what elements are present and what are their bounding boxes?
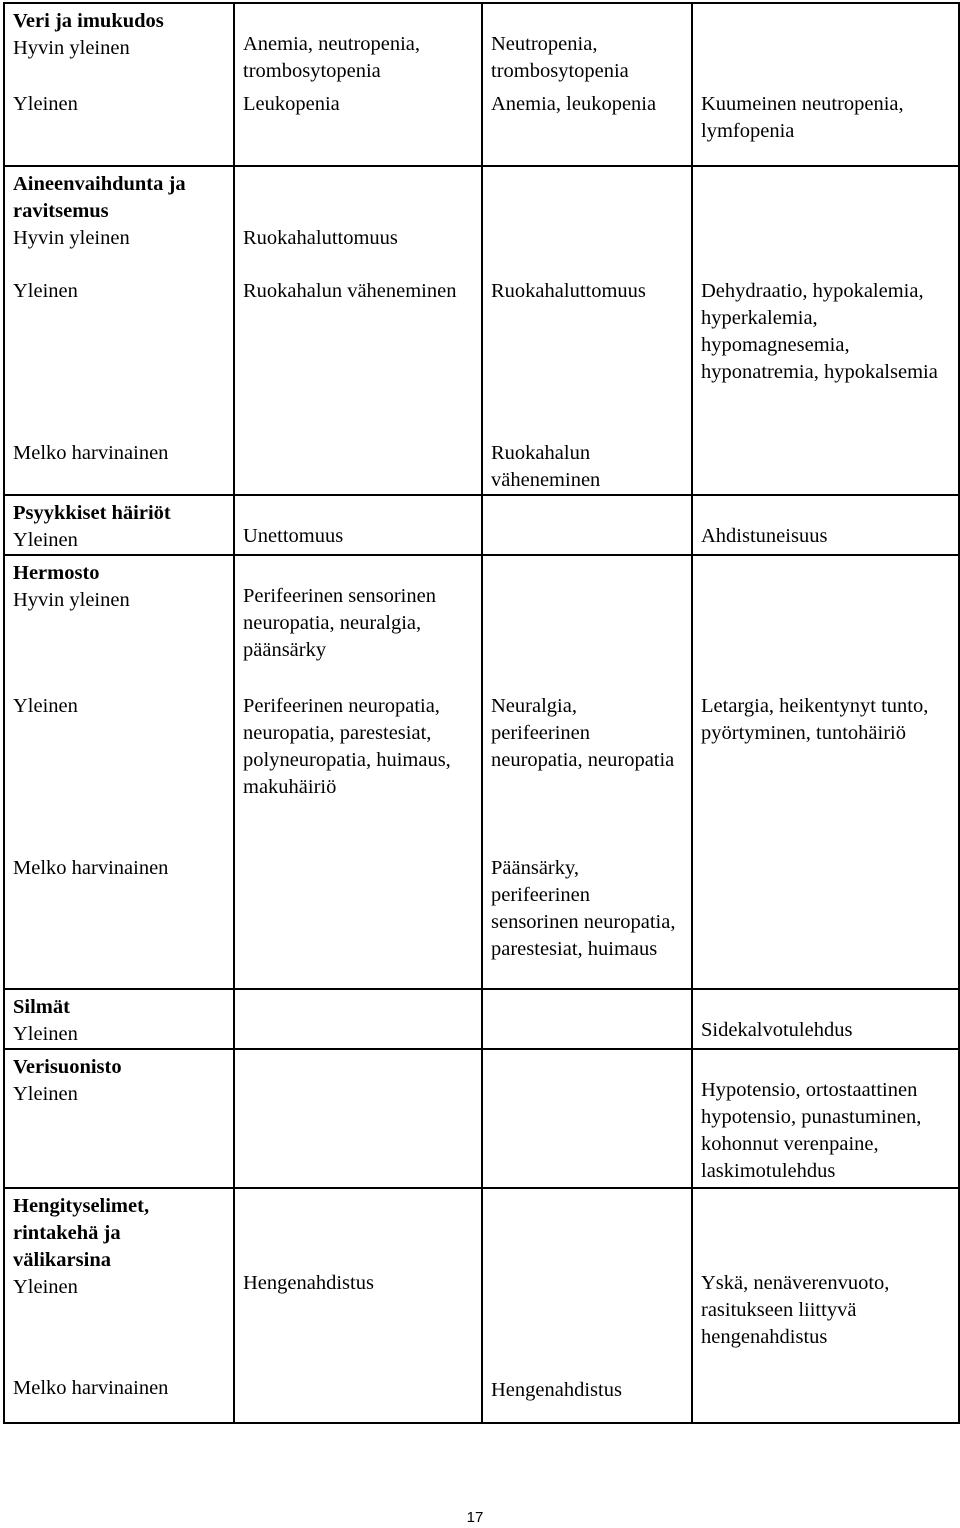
reaction-cell: Yskä, nenäverenvuoto, rasitukseen liittyvä hengenahdistus — [692, 1188, 959, 1371]
organ-cell — [4, 1188, 234, 1371]
reaction-cell: Ruokahaluttomuus — [234, 166, 482, 274]
frequency-label: Hyvin yleinen — [13, 227, 130, 249]
organ-cell — [4, 166, 234, 274]
frequency-label: Melko harvinainen — [4, 1371, 234, 1423]
table-row — [4, 851, 959, 989]
reaction-cell — [482, 555, 692, 689]
table-row — [4, 87, 959, 166]
reaction-cell: Neutropenia, trombosytopenia — [482, 3, 692, 87]
organ-class-heading: Psyykkiset häiriöt — [13, 502, 171, 524]
organ-class-heading: Aineenvaihdunta ja ravitsemus — [13, 173, 186, 222]
reaction-cell — [234, 1049, 482, 1188]
frequency-label: Yleinen — [4, 689, 234, 851]
organ-class-heading: Verisuonisto — [13, 1056, 122, 1078]
frequency-label: Melko harvinainen — [4, 851, 234, 989]
reaction-cell: Sidekalvotulehdus — [692, 989, 959, 1049]
page-number: 17 — [466, 1509, 484, 1526]
organ-cell — [4, 495, 234, 555]
reaction-cell: Kuumeinen neutropenia, lymfopenia — [692, 87, 959, 166]
table-row — [4, 166, 959, 274]
table-row — [4, 1188, 959, 1371]
table-row — [4, 274, 959, 436]
reaction-cell: Hypotensio, ortostaattinen hypotensio, punastuminen, kohonnut verenpaine, laskimotulehdus — [692, 1049, 959, 1188]
table-row — [4, 1371, 959, 1423]
organ-cell — [4, 989, 234, 1049]
frequency-label: Hyvin yleinen — [13, 589, 130, 611]
frequency-label: Yleinen — [13, 1023, 78, 1045]
reaction-cell — [234, 1371, 482, 1423]
reaction-cell — [482, 1188, 692, 1371]
reaction-cell: Letargia, heikentynyt tunto, pyörtyminen, tuntohäiriö — [692, 689, 959, 851]
table-row — [4, 3, 959, 87]
reaction-cell — [692, 3, 959, 87]
table-row — [4, 989, 959, 1049]
organ-class-heading: Veri ja imukudos — [13, 10, 164, 32]
reaction-cell: Unettomuus — [234, 495, 482, 555]
organ-class-heading: Hengityselimet, rintakehä ja välikarsina — [13, 1195, 150, 1271]
reaction-cell — [234, 851, 482, 989]
frequency-label: Yleinen — [4, 87, 234, 166]
organ-class-heading: Hermosto — [13, 562, 100, 584]
table-row — [4, 689, 959, 851]
reaction-cell: Neuralgia, perifeerinen neuropatia, neuropatia — [482, 689, 692, 851]
reaction-cell — [692, 436, 959, 495]
reaction-cell — [234, 989, 482, 1049]
organ-cell — [4, 3, 234, 87]
reaction-cell: Ruokahalun väheneminen — [234, 274, 482, 436]
table-row — [4, 555, 959, 689]
table-row — [4, 1049, 959, 1188]
organ-class-heading: Silmät — [13, 996, 70, 1018]
reaction-cell — [482, 166, 692, 274]
reaction-cell: Dehydraatio, hypokalemia, hyperkalemia, hypomagnesemia, hyponatremia, hypokalsemia — [692, 274, 959, 436]
reaction-cell: Päänsärky, perifeerinen sensorinen neuropatia, parestesiat, huimaus — [482, 851, 692, 989]
frequency-label: Hyvin yleinen — [13, 37, 130, 59]
frequency-label: Yleinen — [13, 529, 78, 551]
reaction-cell: Anemia, neutropenia, trombosytopenia — [234, 3, 482, 87]
reaction-cell: Leukopenia — [234, 87, 482, 166]
frequency-label: Yleinen — [13, 1276, 78, 1298]
table-row — [4, 436, 959, 495]
reaction-cell: Ruokahaluttomuus — [482, 274, 692, 436]
frequency-label: Yleinen — [4, 274, 234, 436]
reaction-cell: Anemia, leukopenia — [482, 87, 692, 166]
frequency-label: Yleinen — [13, 1083, 78, 1105]
reaction-cell — [692, 1371, 959, 1423]
reaction-cell: Ahdistuneisuus — [692, 495, 959, 555]
reaction-cell: Hengenahdistus — [234, 1188, 482, 1371]
reaction-cell — [482, 495, 692, 555]
organ-cell — [4, 1049, 234, 1188]
reaction-cell: Perifeerinen neuropatia, neuropatia, parestesiat, polyneuropatia, huimaus, makuhäiriö — [234, 689, 482, 851]
reaction-cell — [692, 555, 959, 689]
adverse-reactions-table — [3, 2, 960, 1424]
reaction-cell — [482, 1049, 692, 1188]
reaction-cell: Ruokahalun väheneminen — [482, 436, 692, 495]
reaction-cell — [692, 166, 959, 274]
table-row — [4, 495, 959, 555]
reaction-cell — [692, 851, 959, 989]
reaction-cell: Perifeerinen sensorinen neuropatia, neuralgia, päänsärky — [234, 555, 482, 689]
organ-cell — [4, 555, 234, 689]
reaction-cell: Hengenahdistus — [482, 1371, 692, 1423]
reaction-cell — [482, 989, 692, 1049]
reaction-cell — [234, 436, 482, 495]
frequency-label: Melko harvinainen — [4, 436, 234, 495]
